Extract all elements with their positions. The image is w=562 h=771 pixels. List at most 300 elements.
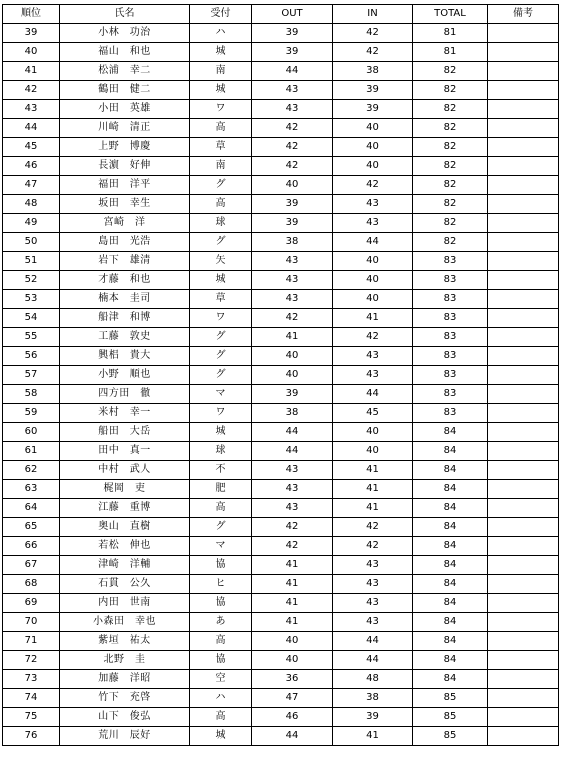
in-score-cell: 38 [333,62,413,81]
notes-cell [488,632,559,651]
table-row [3,670,559,689]
out-score-cell: 41 [252,594,333,613]
reception-cell: 不 [190,461,252,480]
total-score-cell: 82 [413,195,488,214]
table-row [3,575,559,594]
total-score-cell: 84 [413,499,488,518]
total-score-cell: 81 [413,24,488,43]
table-row [3,214,559,233]
rank-cell: 55 [3,328,60,347]
name-cell: 加藤 洋昭 [60,670,190,689]
table-row [3,81,559,100]
rank-cell: 44 [3,119,60,138]
table-row [3,518,559,537]
total-score-cell: 82 [413,214,488,233]
rank-cell: 42 [3,81,60,100]
total-score-cell: 84 [413,632,488,651]
reception-cell: 高 [190,499,252,518]
rank-cell: 69 [3,594,60,613]
out-score-cell: 41 [252,556,333,575]
total-score-cell: 84 [413,651,488,670]
total-score-cell: 82 [413,233,488,252]
out-score-cell: 40 [252,632,333,651]
results-table [2,4,559,746]
reception-cell: 城 [190,81,252,100]
name-cell: 宮崎 洋 [60,214,190,233]
name-cell: 若松 伸也 [60,537,190,556]
notes-cell [488,138,559,157]
name-cell: 中村 武人 [60,461,190,480]
total-score-cell: 84 [413,575,488,594]
reception-cell: グ [190,366,252,385]
total-score-cell: 83 [413,252,488,271]
in-score-cell: 39 [333,100,413,119]
reception-cell: 球 [190,214,252,233]
out-score-cell: 41 [252,575,333,594]
out-score-cell: 44 [252,423,333,442]
out-score-cell: 43 [252,499,333,518]
reception-cell: 高 [190,708,252,727]
notes-cell [488,328,559,347]
table-row [3,689,559,708]
out-score-cell: 43 [252,100,333,119]
notes-cell [488,404,559,423]
notes-cell [488,727,559,746]
name-cell: 松浦 幸二 [60,62,190,81]
notes-cell [488,575,559,594]
rank-cell: 49 [3,214,60,233]
in-score-cell: 45 [333,404,413,423]
reception-cell: 高 [190,632,252,651]
rank-cell: 40 [3,43,60,62]
name-cell: 長濵 好伸 [60,157,190,176]
total-score-cell: 84 [413,613,488,632]
in-score-cell: 42 [333,537,413,556]
table-row [3,252,559,271]
table-row [3,632,559,651]
header-reception: 受付 [190,5,252,24]
out-score-cell: 39 [252,195,333,214]
name-cell: 小野 順也 [60,366,190,385]
in-score-cell: 48 [333,670,413,689]
reception-cell: 高 [190,119,252,138]
name-cell: 竹下 充啓 [60,689,190,708]
in-score-cell: 39 [333,81,413,100]
reception-cell: 高 [190,195,252,214]
total-score-cell: 82 [413,176,488,195]
out-score-cell: 40 [252,366,333,385]
table-row [3,138,559,157]
in-score-cell: 43 [333,347,413,366]
out-score-cell: 43 [252,461,333,480]
reception-cell: グ [190,233,252,252]
out-score-cell: 42 [252,119,333,138]
rank-cell: 58 [3,385,60,404]
reception-cell: ワ [190,309,252,328]
in-score-cell: 40 [333,271,413,290]
in-score-cell: 40 [333,442,413,461]
total-score-cell: 84 [413,442,488,461]
notes-cell [488,119,559,138]
reception-cell: あ [190,613,252,632]
notes-cell [488,214,559,233]
in-score-cell: 43 [333,214,413,233]
table-row [3,309,559,328]
rank-cell: 50 [3,233,60,252]
total-score-cell: 83 [413,385,488,404]
header-notes: 備考 [488,5,559,24]
name-cell: 山下 俊弘 [60,708,190,727]
out-score-cell: 43 [252,81,333,100]
table-row [3,537,559,556]
rank-cell: 53 [3,290,60,309]
total-score-cell: 83 [413,309,488,328]
rank-cell: 62 [3,461,60,480]
out-score-cell: 41 [252,328,333,347]
in-score-cell: 44 [333,632,413,651]
notes-cell [488,100,559,119]
notes-cell [488,271,559,290]
notes-cell [488,594,559,613]
notes-cell [488,613,559,632]
name-cell: 米村 幸一 [60,404,190,423]
total-score-cell: 82 [413,157,488,176]
name-cell: 小森田 幸也 [60,613,190,632]
out-score-cell: 42 [252,309,333,328]
rank-cell: 64 [3,499,60,518]
in-score-cell: 41 [333,309,413,328]
total-score-cell: 85 [413,708,488,727]
table-row [3,119,559,138]
in-score-cell: 40 [333,423,413,442]
name-cell: 梶岡 吏 [60,480,190,499]
reception-cell: 南 [190,62,252,81]
reception-cell: 協 [190,594,252,613]
rank-cell: 60 [3,423,60,442]
total-score-cell: 85 [413,727,488,746]
name-cell: 船田 大岳 [60,423,190,442]
total-score-cell: 83 [413,271,488,290]
rank-cell: 52 [3,271,60,290]
notes-cell [488,233,559,252]
name-cell: 津崎 洋輔 [60,556,190,575]
rank-cell: 76 [3,727,60,746]
in-score-cell: 43 [333,575,413,594]
notes-cell [488,195,559,214]
out-score-cell: 44 [252,62,333,81]
out-score-cell: 41 [252,613,333,632]
reception-cell: 協 [190,651,252,670]
rank-cell: 68 [3,575,60,594]
name-cell: 楠本 圭司 [60,290,190,309]
table-row [3,347,559,366]
total-score-cell: 83 [413,404,488,423]
name-cell: 小林 功治 [60,24,190,43]
reception-cell: ワ [190,404,252,423]
table-row [3,385,559,404]
reception-cell: グ [190,328,252,347]
reception-cell: 城 [190,727,252,746]
table-row [3,423,559,442]
notes-cell [488,708,559,727]
total-score-cell: 81 [413,43,488,62]
total-score-cell: 82 [413,138,488,157]
notes-cell [488,423,559,442]
total-score-cell: 83 [413,347,488,366]
total-score-cell: 84 [413,556,488,575]
total-score-cell: 84 [413,518,488,537]
reception-cell: 草 [190,138,252,157]
table-row [3,366,559,385]
in-score-cell: 43 [333,594,413,613]
notes-cell [488,556,559,575]
total-score-cell: 84 [413,480,488,499]
out-score-cell: 43 [252,252,333,271]
name-cell: 石貫 公久 [60,575,190,594]
rank-cell: 43 [3,100,60,119]
out-score-cell: 44 [252,442,333,461]
table-row [3,328,559,347]
in-score-cell: 44 [333,651,413,670]
notes-cell [488,24,559,43]
rank-cell: 61 [3,442,60,461]
rank-cell: 47 [3,176,60,195]
notes-cell [488,309,559,328]
reception-cell: グ [190,176,252,195]
in-score-cell: 43 [333,366,413,385]
name-cell: 奥山 直樹 [60,518,190,537]
table-row [3,176,559,195]
in-score-cell: 43 [333,195,413,214]
notes-cell [488,670,559,689]
in-score-cell: 40 [333,252,413,271]
in-score-cell: 42 [333,43,413,62]
table-row [3,442,559,461]
table-row [3,233,559,252]
out-score-cell: 40 [252,651,333,670]
name-cell: 船津 和博 [60,309,190,328]
table-body [3,24,559,746]
notes-cell [488,385,559,404]
total-score-cell: 82 [413,81,488,100]
table-row [3,727,559,746]
total-score-cell: 84 [413,594,488,613]
in-score-cell: 44 [333,233,413,252]
table-row [3,594,559,613]
name-cell: 岩下 雄清 [60,252,190,271]
rank-cell: 39 [3,24,60,43]
name-cell: 上野 博慶 [60,138,190,157]
rank-cell: 75 [3,708,60,727]
in-score-cell: 40 [333,157,413,176]
table-row [3,461,559,480]
reception-cell: 協 [190,556,252,575]
rank-cell: 46 [3,157,60,176]
name-cell: 才藤 和也 [60,271,190,290]
table-row [3,480,559,499]
out-score-cell: 40 [252,176,333,195]
name-cell: 小田 英雄 [60,100,190,119]
notes-cell [488,461,559,480]
out-score-cell: 46 [252,708,333,727]
name-cell: 荒川 辰好 [60,727,190,746]
rank-cell: 70 [3,613,60,632]
table-row [3,100,559,119]
in-score-cell: 41 [333,727,413,746]
rank-cell: 66 [3,537,60,556]
in-score-cell: 43 [333,556,413,575]
name-cell: 鶴田 健二 [60,81,190,100]
in-score-cell: 40 [333,290,413,309]
notes-cell [488,480,559,499]
name-cell: 田中 真一 [60,442,190,461]
rank-cell: 41 [3,62,60,81]
out-score-cell: 42 [252,518,333,537]
out-score-cell: 38 [252,233,333,252]
table-row [3,556,559,575]
total-score-cell: 82 [413,100,488,119]
total-score-cell: 84 [413,461,488,480]
rank-cell: 72 [3,651,60,670]
reception-cell: ヒ [190,575,252,594]
name-cell: 坂田 幸生 [60,195,190,214]
total-score-cell: 83 [413,290,488,309]
reception-cell: 肥 [190,480,252,499]
reception-cell: 草 [190,290,252,309]
header-row [3,5,559,24]
reception-cell: マ [190,385,252,404]
rank-cell: 56 [3,347,60,366]
reception-cell: マ [190,537,252,556]
reception-cell: 城 [190,43,252,62]
table-row [3,708,559,727]
in-score-cell: 42 [333,24,413,43]
reception-cell: グ [190,518,252,537]
out-score-cell: 39 [252,43,333,62]
out-score-cell: 36 [252,670,333,689]
total-score-cell: 82 [413,62,488,81]
total-score-cell: 85 [413,689,488,708]
out-score-cell: 47 [252,689,333,708]
name-cell: 興梠 貴大 [60,347,190,366]
table-row [3,290,559,309]
total-score-cell: 84 [413,423,488,442]
rank-cell: 57 [3,366,60,385]
header-total: TOTAL [413,5,488,24]
name-cell: 紫垣 祐太 [60,632,190,651]
header-name: 氏名 [60,5,190,24]
reception-cell: 空 [190,670,252,689]
in-score-cell: 42 [333,518,413,537]
name-cell: 江藤 重博 [60,499,190,518]
table-row [3,404,559,423]
notes-cell [488,176,559,195]
table-row [3,195,559,214]
in-score-cell: 40 [333,119,413,138]
out-score-cell: 42 [252,157,333,176]
out-score-cell: 38 [252,404,333,423]
in-score-cell: 41 [333,461,413,480]
name-cell: 四方田 徹 [60,385,190,404]
name-cell: 北野 圭 [60,651,190,670]
out-score-cell: 40 [252,347,333,366]
notes-cell [488,442,559,461]
rank-cell: 73 [3,670,60,689]
table-row [3,43,559,62]
out-score-cell: 42 [252,138,333,157]
name-cell: 福田 洋平 [60,176,190,195]
out-score-cell: 42 [252,537,333,556]
reception-cell: 球 [190,442,252,461]
total-score-cell: 84 [413,670,488,689]
name-cell: 内田 世南 [60,594,190,613]
header-in: IN [333,5,413,24]
table-row [3,613,559,632]
in-score-cell: 40 [333,138,413,157]
reception-cell: ハ [190,24,252,43]
reception-cell: ハ [190,689,252,708]
total-score-cell: 83 [413,366,488,385]
out-score-cell: 39 [252,214,333,233]
notes-cell [488,651,559,670]
total-score-cell: 82 [413,119,488,138]
reception-cell: 城 [190,423,252,442]
table-row [3,651,559,670]
out-score-cell: 44 [252,727,333,746]
reception-cell: 城 [190,271,252,290]
notes-cell [488,689,559,708]
notes-cell [488,537,559,556]
in-score-cell: 42 [333,176,413,195]
out-score-cell: 39 [252,24,333,43]
total-score-cell: 83 [413,328,488,347]
notes-cell [488,518,559,537]
reception-cell: 矢 [190,252,252,271]
notes-cell [488,290,559,309]
name-cell: 福山 和也 [60,43,190,62]
results-sheet [2,4,559,746]
rank-cell: 67 [3,556,60,575]
rank-cell: 74 [3,689,60,708]
table-row [3,499,559,518]
name-cell: 島田 光浩 [60,233,190,252]
notes-cell [488,81,559,100]
header-rank: 順位 [3,5,60,24]
table-row [3,157,559,176]
notes-cell [488,347,559,366]
notes-cell [488,499,559,518]
notes-cell [488,252,559,271]
rank-cell: 54 [3,309,60,328]
rank-cell: 71 [3,632,60,651]
in-score-cell: 42 [333,328,413,347]
rank-cell: 63 [3,480,60,499]
in-score-cell: 44 [333,385,413,404]
rank-cell: 51 [3,252,60,271]
in-score-cell: 39 [333,708,413,727]
total-score-cell: 84 [413,537,488,556]
reception-cell: 南 [190,157,252,176]
header-out: OUT [252,5,333,24]
table-row [3,271,559,290]
reception-cell: グ [190,347,252,366]
reception-cell: ワ [190,100,252,119]
rank-cell: 59 [3,404,60,423]
name-cell: 川崎 清正 [60,119,190,138]
rank-cell: 48 [3,195,60,214]
notes-cell [488,43,559,62]
out-score-cell: 43 [252,271,333,290]
